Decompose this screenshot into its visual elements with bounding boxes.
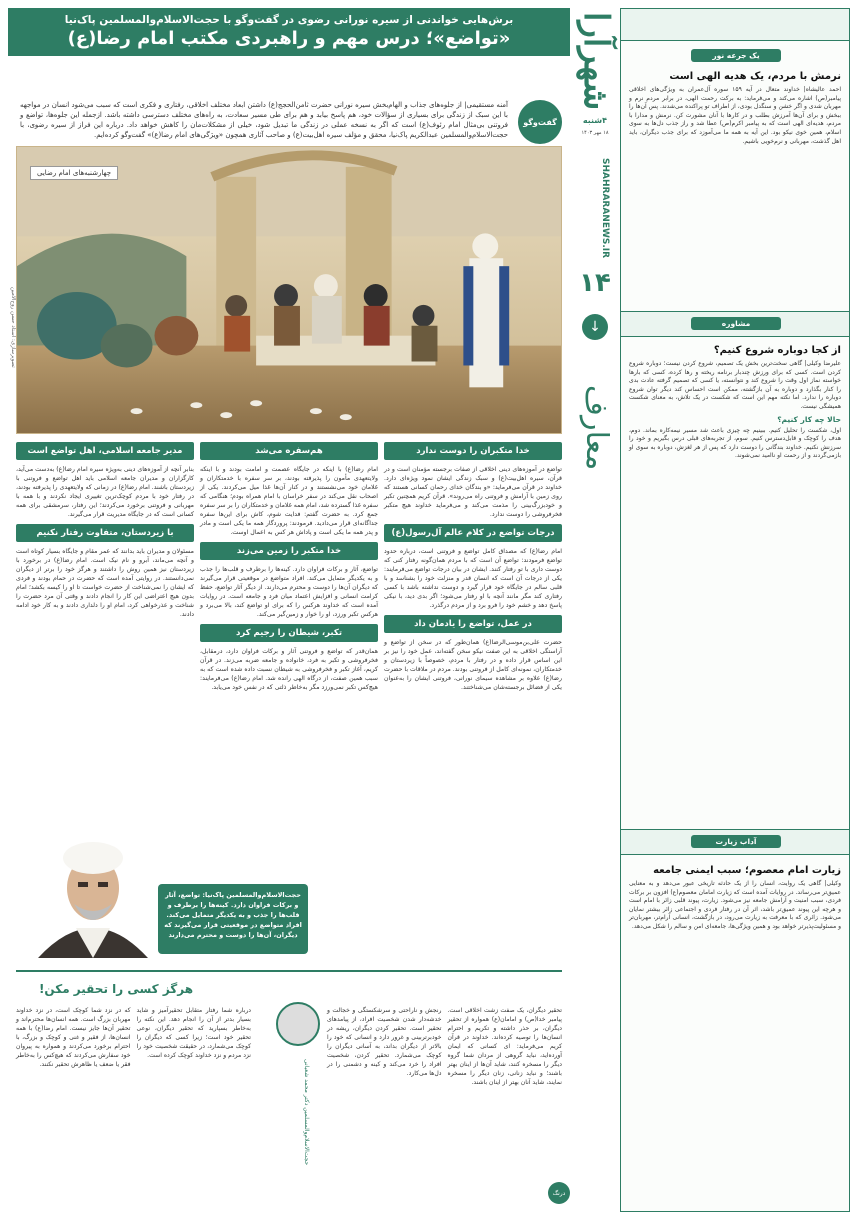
author-avatar <box>276 1002 320 1046</box>
masthead-strip <box>572 8 618 1212</box>
website-link[interactable]: SHAHRARANEWS.IR <box>600 157 610 258</box>
sidebar <box>620 8 850 1212</box>
paragraph: مسئولان و مدیران باید بدانند که عمر مقام و جایگاه بسیار کوتاه است و آنچه می‌ماند، آبرو و نام نیک است. امام رضا(ع) در برخورد با زیردستان نیز همین روش را داشتند و هرگز خود را برتر از دیگران نمی‌دانستند. در روایتی آمده است که حضرت در حمام بودند و فردی که ایشان را نمی‌شناخت از حضرت خواست تا او را کیسه بکشد؛ امام بدون هیچ اعتراضی این کار را انجام دادند و وقتی آن مرد حضرت را شناخت و عذرخواهی کرد، امام او را دلداری دادند و به کار خود ادامه دادند. <box>16 548 194 618</box>
main-article <box>8 8 570 1212</box>
page-number: ۱۴ <box>579 268 611 298</box>
subhead: هم‌سفره می‌شد <box>200 442 378 460</box>
paragraph: تواضع در آموزه‌های دینی اخلاقی از صفات برجسته مؤمنان است و در قرآن، سیره اهل‌بیت(ع) و سبک زندگی ایشان نمود ویژه‌ای دارد. خداوند در قرآن می‌فرماید: «و بندگان خدای رحمان کسانی هستند که روی زمین با آرامش و فروتنی راه می‌روند». قرآن کریم همچنین تکبر و خودبزرگ‌بینی را مذمت می‌کند و می‌فرماید خداوند هیچ متکبر فخرفروشی را دوست ندارد. <box>384 466 562 518</box>
kicker: برش‌هایی خواندنی از سیره نورانی رضوی در گفت‌وگو با حجت‌الاسلام‌والمسلمین پاک‌نیا <box>64 14 514 26</box>
cleric-portrait <box>28 818 158 958</box>
author-card <box>266 1002 330 1202</box>
corner-badge: درنگ <box>548 1182 570 1204</box>
sidebar-article-title: از کجا دوباره شروع کنیم؟ <box>713 345 841 356</box>
sidebar-article-text: وکیلی| گاهی یک روایت، انسان را از یک حادثه تاریخی عبور می‌دهد و به معنایی عمیق‌تر می‌رساند. در روایات آمده است که زیارت امامان معصوم(ع) افزون بر برکات فردی، سبب امنیت و آرامش جامعه نیز می‌شود. زیارت، پیوند قلبی زائر با امام است و هرچه این پیوند عمیق‌تر باشد، اثر آن در رفتار فردی و اجتماعی زائر بیشتر نمایان می‌شود. زائری که با معرفت به زیارت می‌رود، در بازگشت، انسانی آرام‌تر، مهربان‌تر و مسئولیت‌پذیرتر خواهد بود و همین ویژگی‌ها، جامعه‌ای امن و سالم را شکل می‌دهد. <box>629 880 841 930</box>
article-column-right <box>384 442 562 972</box>
paragraph: همان‌قدر که تواضع و فروتنی آثار و برکات فراوان دارد، درمقابل، فخرفروشی و تکبر به فرد، خانواده و جامعه ضربه می‌زند. در قرآن کریم، آغاز تکبر و فخرفروشی به شیطان نسبت داده شده است که به سبب همین صفت، از درگاه الهی رانده شد. امام رضا(ع) می‌فرمایند: هیچ‌کس تکبر نمی‌ورزد مگر به‌خاطر ذلتی که در نفس خود می‌یابد. <box>200 648 378 691</box>
paragraph: درباره شما رفتار متقابل تحقیرآمیز و شاید بسیار بدتر از آن را انجام دهد. این نکته را به‌خاطر بسپارید که تحقیر دیگران، نوعی تحقیر خود است؛ زیرا کسی که دیگران را کوچک می‌شمارد، در حقیقت شخصیت خود را نزد مردم و نزد خداوند کوچک کرده است. <box>136 1007 251 1059</box>
issue-date: ۱۸ مهر ۱۴۰۳ <box>581 130 609 136</box>
sidebar-article-1 <box>629 71 841 146</box>
subhead: در عمل، تواضع را یاد‌مان داد <box>384 615 562 633</box>
painting-illustration <box>16 146 562 434</box>
newspaper-logo: شهرآرا <box>576 11 616 110</box>
subhead: درجات تواضع در کلام عالم آل‌رسول(ع) <box>384 524 562 542</box>
author-name: حجت‌الاسلام‌والمسلمین دکتر محمد شعبانی <box>303 1058 310 1166</box>
issue-day: ۴شنبه <box>582 116 608 125</box>
subhead: خدا متکبران را دوست ندارد <box>384 442 562 460</box>
sidebar-article-title: زیارت امام معصوم؛ سبب ایمنی جامعه <box>653 865 841 876</box>
illustration-credit: تصویرسازی: استاد حسن روح‌الامین <box>10 287 16 368</box>
interviewee-photo <box>28 818 158 958</box>
bottom-article-title: هرگز کسی را تحقیر مکن! <box>38 982 194 996</box>
subhead: با زیردستان، متفاوت رفتار نکنیم <box>16 524 194 542</box>
ornament-header <box>621 9 849 41</box>
paragraph: حضرت علی‌بن‌موسی‌الرضا(ع) همان‌طور که در سخن از تواضع و آراستگی اخلاقی به این صفت نیکو سخن گفته‌اند، عمل خود را نیز بر این اساس قرار داده و در رفتار با مردم، خصوصاً با زیردستان و خدمتکاران، نمونه‌ای کامل از فروتنی بودند. مردم در ملاقات با حضرت رضا(ع) علاوه بر مشاهده سیمای نورانی، فروتنی ایشان را به‌عنوان یکی از فضائل برجسته‌شان می‌شناختند. <box>384 639 562 691</box>
headline: «تواضع»؛ درس مهم و راهبردی مکتب امام رضا(ع) <box>67 28 511 49</box>
paragraph: تواضع، آثار و برکات فراوان دارد. کینه‌ها را برطرف و قلب‌ها را جذب و به یکدیگر متمایل می‌کند. افراد متواضع در موقعیتی قرار می‌گیرند که دیگران آن‌ها را دوست و محترم می‌دارند. از دیگر آثار تواضع، حفظ کرامت انسانی و افزایش اعتماد میان فرد و جامعه است. در روایات آمده است که خداوند هرکس را که برای او تواضع کند، بالا می‌برد و هرکس تکبر ورزد، او را خوار و زمین‌گیر می‌کند. <box>200 566 378 618</box>
paragraph: بنابر آنچه از آموزه‌های دینی به‌ویژه سیره امام رضا(ع) به‌دست می‌آید، کارگزاران و مدیران جامعه اسلامی باید اهل تواضع و فروتنی با زیردستان باشند. امام رضا(ع) در زمانی که ولایتعهدی را پذیرفته بودند، در رفتار خود با مردم کوچک‌ترین تغییری ایجاد نکردند و با همه با مهربانی و فروتنی برخورد می‌کردند؛ این رفتار، سرمشقی برای همه کسانی است که در جایگاه مدیریت قرار می‌گیرند. <box>15 466 194 518</box>
bottom-article <box>16 970 562 1220</box>
sidebar-tag: یک جرعه نور <box>691 49 781 62</box>
subhead: خدا متکبر را زمین می‌زند <box>200 542 378 560</box>
sidebar-divider <box>621 311 849 337</box>
sidebar-tag: آداب زیارت <box>691 835 781 848</box>
subhead: تکبر، شیطان را رجیم کرد <box>200 624 378 642</box>
paragraph: تحقیر دیگران، یک صفت زشت اخلاقی است. پیامبر خدا(ص) و امامان(ع) همواره از تحقیر دیگران، بر حذر داشته و تکریم و احترام انسان‌ها را توصیه کرده‌اند. خداوند در قرآن کریم می‌فرماید: ای کسانی که ایمان آورده‌اید، نباید گروهی از مردان شما گروه دیگر را مسخره کنند، شاید آن‌ها از اینان بهتر باشند؛ و نباید زنانی، زنان دیگر را مسخره نمایند، شاید آنان بهتر از اینان باشند. <box>447 1007 562 1086</box>
sidebar-article-text: اول، شکست را تحلیل کنیم. ببینیم چه چیزی باعث شد مسیر نیمه‌کاره بماند. دوم، هدف را کوچک و قابل‌دسترس کنیم. سوم، از تجربه‌های قبلی درس بگیریم و خود را سرزنش نکنیم. خداوند بندگانی را دوست دارد که پس از هر لغزش، دوباره به سوی او بازمی‌گردند و از رحمت او ناامید نمی‌شوند. <box>629 426 841 460</box>
sidebar-divider <box>621 829 849 855</box>
painting-image <box>17 147 561 433</box>
paragraph: که در نزد شما کوچک است، در نزد خداوند مهربان بزرگ است. همه انسان‌ها محترم‌اند و تحقیر آن‌ها جایز نیست. امام رضا(ع) با همه انسان‌ها، از فقیر و غنی و کوچک و بزرگ، با احترام برخورد می‌کردند و همواره به پیروان خود سفارش می‌کردند که هیچ‌کس را به‌خاطر فقر یا ضعف یا ظاهرش تحقیر نکنند. <box>16 1007 131 1068</box>
painting-tag: چهارشنبه‌های امام رضایی <box>30 166 118 180</box>
headline-bar <box>8 8 570 56</box>
sidebar-article-text: علیرضا وکیلی| گاهی سخت‌ترین بخش یک تصمیم، شروع کردن نیست؛ دوباره شروع کردن است. کسی که برای ورزش چندبار برنامه ریخته و رها کرده، کسی که بارها خواسته نماز اول وقت را شروع کند و نتوانسته، یا کسی که تصمیم گرفته عادت بدی را کنار بگذارد و دوباره به آن بازگشته، ممکن است احساس کند دیگر توان شروع دوباره را ندارد. اما نکته مهم این است که شکست در یک تلاش، به معنای شکست همیشگی نیست. <box>629 360 841 410</box>
paragraph: امام رضا(ع) که مصداق کامل تواضع و فروتنی است، درباره حدود تواضع فرمودند: تواضع آن است که با مردم همان‌گونه رفتار کنی که دوست داری با تو رفتار کنند. ایشان در بیان درجات تواضع می‌فرمایند: یکی از درجات آن است که انسان قدر و منزلت خود را بشناسد و با قلبی سالم در جایگاه خود قرار گیرد و دوست نداشته باشد با کسی رفتاری کند مگر مانند آنچه با او رفتار می‌شود؛ اگر بدی دید، با نیکی پاسخ دهد و خشم خود را فرو برد و از مردم درگذرد. <box>384 548 562 609</box>
sidebar-article-3 <box>629 865 841 932</box>
sidebar-subhead: حالا چه کار کنیم؟ <box>777 414 841 424</box>
subhead: مدیر جامعه اسلامی، اهل تواضع است <box>16 442 194 460</box>
pull-quote: حجت‌الاسلام‌والمسلمین پاک‌نیا: تواضع، آثار و برکات فراوان دارد. کینه‌ها را برطرف و قلب‌ها را جذب و به یکدیگر متمایل می‌کند. افراد متواضع در موقعیتی قرار می‌گیرند که دیگران، آن‌ها را دوست و محترم می‌دارند <box>158 884 308 954</box>
section-name: معارف <box>579 385 614 471</box>
sidebar-article-2 <box>629 345 841 461</box>
paragraph: رنجش و ناراحتی و سرشکستگی و خجالت و خدشه‌دار شدن شخصیت افراد، از پیامدهای تحقیر است. تحقیر کردن دیگران، ریشه در خودبرتربینی و غرور دارد و انسانی که خود را بالاتر از دیگران بداند، به آسانی دیگران را کوچک می‌شمارد. تحقیر کردن، شخصیت افراد را خرد می‌کند و کینه و دشمنی را در دل‌ها می‌کارد. <box>327 1007 442 1077</box>
lead-paragraph: آمنه مستقیمی| از جلوه‌های جذاب و الهام‌بخش سیره نورانی حضرت ثامن‌الحجج(ع) داشتن ابعاد مختلف اخلاقی، رفتاری و فکری است که سبب می‌شود انسان در مواجهه با این سبک از زندگی برای بسیاری از سؤالات خود، هم پاسخ بیابد و هم برای طی مسیر سعادت، به راه‌های مختلف دسترسی داشته باشد. ازجمله این جلوه‌ها، تواضع و فروتنی بی‌مثال امام رئوف(ع) است که اگر به نسخه عملی در زندگی ما تبدیل شود، خیلی از مشکلات‌مان را کاهش خواهد داد. درباره این فراز از سیره رضوی، با حجت‌الاسلام‌والمسلمین عبدالکریم پاک‌نیا، محقق و مؤلف سیره اهل‌بیت(ع) و صاحب آثاری همچون «ویژگی‌های امام رضا(ع)» گفت‌وگو کرده‌ایم. <box>20 101 508 139</box>
sidebar-tag: مشاوره <box>691 317 781 330</box>
sidebar-article-title: نرمش با مردم، یک هدیه الهی است <box>669 71 841 82</box>
arrow-down-icon: ↓ <box>582 314 608 340</box>
paragraph: امام رضا(ع) با اینکه در جایگاه عصمت و امامت بودند و با اینکه ولایتعهدی مأمون را پذیرفته بودند، بر سر سفره با خدمتکاران و غلامان خود می‌نشستند و در کنار آن‌ها غذا میل می‌کردند. یکی از اصحاب نقل می‌کند در سفر خراسان با امام همراه بودم؛ هنگامی که سفره غذا گسترده شد، امام همه غلامان و خدمتکاران را بر سر سفره جمع کرد. به حضرت گفتم: فدایت شوم، کاش برای این‌ها سفره جداگانه‌ای قرار می‌دادید. فرمودند: پروردگار همه ما یکی است و مادر و پدر همه ما یکی است و پاداش هر کس به اعمال اوست. <box>200 466 378 536</box>
sidebar-article-text: احمد عالیشاه| خداوند متعال در آیه ۱۵۹ سوره آل‌عمران به ویژگی‌های اخلاقی پیامبر(ص) اشاره می‌کند و می‌فرماید: به برکت رحمت الهی، در برابر مردم نرم و مهربان شدی و اگر خشن و سنگدل بودی، از اطراف تو پراکنده می‌شدند. پس آن‌ها را ببخش و برای آن‌ها آمرزش بطلب و در کارها با آنان مشورت کن. نرمش و مدارا با مردم، هدیه‌ای الهی است که به پیامبر اکرم(ص) عطا شد و راز جذب دل‌ها به سوی اسلام، همین خوی نیکو بود. این آیه به همه ما می‌آموزد که برای جذب دیگران، باید اهل گذشت، مهربانی و نرم‌خویی باشیم. <box>629 86 841 145</box>
interview-badge: گفت‌وگو <box>518 100 562 144</box>
